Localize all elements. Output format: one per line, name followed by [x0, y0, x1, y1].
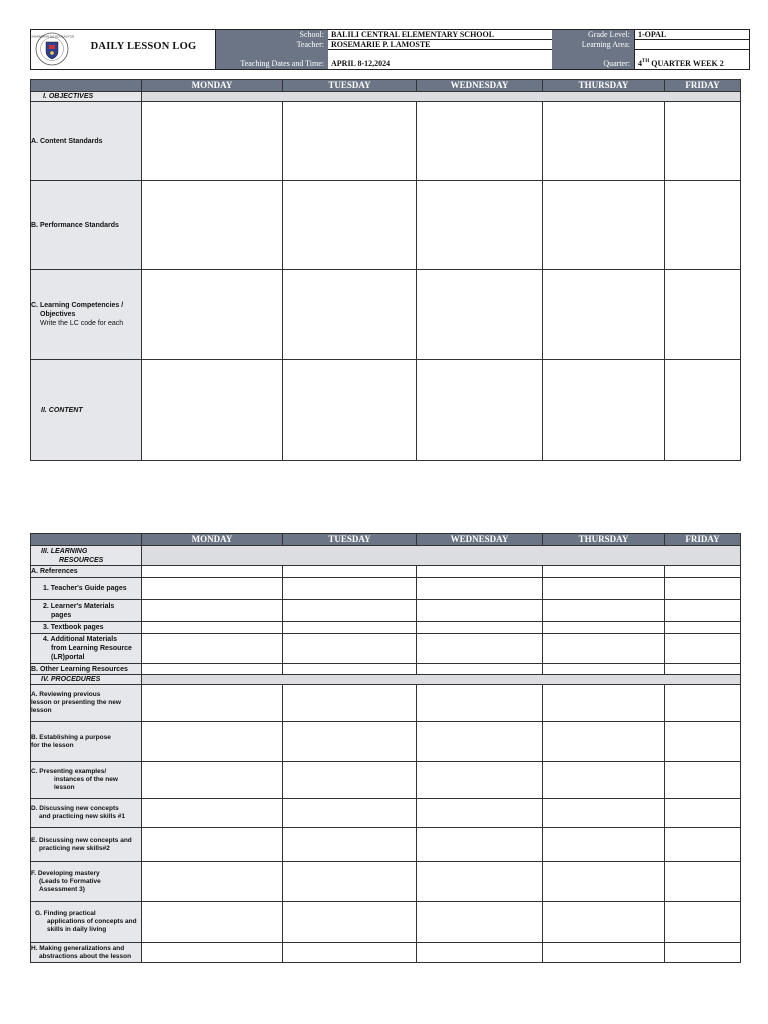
- tuesday-cell[interactable]: [283, 862, 417, 902]
- grade-level-label: Grade Level:: [552, 30, 634, 40]
- references-row: [31, 566, 741, 578]
- content-standards-label: A. Content Standards: [31, 102, 142, 181]
- procedure-e-line-1: E. Discussing new concepts and: [31, 836, 132, 844]
- document-title: DAILY LESSON LOG: [90, 41, 197, 52]
- other-resources-row: [31, 664, 741, 675]
- monday-cell[interactable]: [142, 862, 283, 902]
- content-row: [31, 360, 741, 461]
- deped-seal-icon: [29, 32, 75, 66]
- thursday-cell[interactable]: [543, 943, 665, 963]
- tuesday-cell[interactable]: [283, 943, 417, 963]
- tuesday-cell[interactable]: [283, 762, 417, 799]
- procedure-b-row: [31, 722, 741, 762]
- wednesday-cell[interactable]: [417, 902, 543, 943]
- monday-cell[interactable]: [142, 600, 283, 622]
- competencies-line-3: Write the LC code for each: [40, 320, 124, 327]
- monday-cell[interactable]: [142, 270, 283, 360]
- tuesday-cell[interactable]: [283, 799, 417, 828]
- thursday-cell[interactable]: [543, 685, 665, 722]
- tuesday-cell[interactable]: [283, 902, 417, 943]
- monday-cell[interactable]: [142, 566, 283, 578]
- friday-cell[interactable]: [665, 902, 741, 943]
- thursday-cell[interactable]: [543, 828, 665, 862]
- wednesday-cell[interactable]: [417, 634, 543, 664]
- grade-level-value: 1-OPAL: [634, 30, 749, 40]
- textbook-row: [31, 622, 741, 634]
- header-blank-cell: [31, 534, 142, 546]
- procedures-band: [142, 675, 741, 685]
- quarter-number: 4: [638, 59, 642, 68]
- tuesday-cell[interactable]: [283, 102, 417, 181]
- day-header-thursday: THURSDAY: [543, 534, 665, 546]
- school-value: BALILI CENTRAL ELEMENTARY SCHOOL: [328, 30, 552, 40]
- thursday-cell[interactable]: [543, 360, 665, 461]
- tuesday-cell[interactable]: [283, 722, 417, 762]
- tuesday-cell[interactable]: [283, 360, 417, 461]
- wednesday-cell[interactable]: [417, 828, 543, 862]
- tuesday-cell[interactable]: [283, 578, 417, 600]
- friday-cell[interactable]: [665, 102, 741, 181]
- objectives-heading: I. OBJECTIVES: [31, 92, 142, 102]
- monday-cell[interactable]: [142, 578, 283, 600]
- procedure-c-row: [31, 762, 741, 799]
- wednesday-cell[interactable]: [417, 181, 543, 270]
- procedure-c-line-2: instances of the new: [54, 776, 118, 783]
- thursday-cell[interactable]: [543, 862, 665, 902]
- quarter-suffix: TH: [642, 59, 650, 64]
- learners-materials-line-2: pages: [51, 611, 72, 619]
- friday-cell[interactable]: [665, 828, 741, 862]
- wednesday-cell[interactable]: [417, 360, 543, 461]
- friday-cell[interactable]: [665, 722, 741, 762]
- procedure-h-row: [31, 943, 741, 963]
- monday-cell[interactable]: [142, 181, 283, 270]
- dates-label: Teaching Dates and Time:: [216, 50, 328, 69]
- friday-cell[interactable]: [665, 360, 741, 461]
- learners-materials-line-1: 2. Learner's Materials: [43, 602, 115, 610]
- lesson-log-header: [30, 29, 750, 70]
- wednesday-cell[interactable]: [417, 664, 543, 675]
- learners-materials-row: [31, 600, 741, 622]
- tuesday-cell[interactable]: [283, 270, 417, 360]
- wednesday-cell[interactable]: [417, 622, 543, 634]
- monday-cell[interactable]: [142, 722, 283, 762]
- additional-materials-line-1: 4. Additional Materials: [43, 636, 118, 643]
- resources-procedures-table: [30, 533, 741, 963]
- additional-materials-line-2: from Learning Resource: [51, 645, 132, 652]
- friday-cell[interactable]: [665, 600, 741, 622]
- tuesday-cell[interactable]: [283, 634, 417, 664]
- logo-cell: [31, 30, 216, 69]
- procedure-f-line-2: (Leads to Formative: [39, 877, 101, 885]
- performance-standards-row: [31, 181, 741, 270]
- thursday-cell[interactable]: [543, 578, 665, 600]
- procedure-e-line-2: practicing new skills#2: [39, 844, 110, 852]
- monday-cell[interactable]: [142, 828, 283, 862]
- wednesday-cell[interactable]: [417, 762, 543, 799]
- friday-cell[interactable]: [665, 622, 741, 634]
- wednesday-cell[interactable]: [417, 578, 543, 600]
- other-resources-label: B. Other Learning Resources: [31, 664, 142, 675]
- day-header-friday: FRIDAY: [665, 80, 741, 92]
- procedure-b-label: [31, 722, 142, 762]
- procedure-c-line-1: C. Presenting examples/: [31, 768, 107, 775]
- procedure-a-label: [31, 685, 142, 722]
- day-header-friday: FRIDAY: [665, 534, 741, 546]
- school-label: School:: [216, 30, 328, 40]
- thursday-cell[interactable]: [543, 762, 665, 799]
- wednesday-cell[interactable]: [417, 102, 543, 181]
- monday-cell[interactable]: [142, 622, 283, 634]
- references-label: A. References: [31, 566, 142, 578]
- procedure-c-label: [31, 762, 142, 799]
- procedures-row: [31, 675, 741, 685]
- learning-resources-line-2: RESOURCES: [59, 556, 104, 564]
- thursday-cell[interactable]: [543, 664, 665, 675]
- competencies-line-1: C. Learning Competencies /: [31, 302, 124, 309]
- friday-cell[interactable]: [665, 578, 741, 600]
- monday-cell[interactable]: [142, 943, 283, 963]
- procedure-a-line-1: A. Reviewing previous: [31, 691, 101, 698]
- procedure-g-line-2: applications of concepts and: [47, 918, 137, 925]
- tuesday-cell[interactable]: [283, 828, 417, 862]
- wednesday-cell[interactable]: [417, 799, 543, 828]
- quarter-label: Quarter:: [552, 50, 634, 69]
- procedures-heading: IV. PROCEDURES: [31, 675, 142, 685]
- teacher-label: Teacher:: [216, 40, 328, 50]
- thursday-cell[interactable]: [543, 634, 665, 664]
- procedure-c-line-3: lesson: [54, 784, 75, 791]
- tuesday-cell[interactable]: [283, 685, 417, 722]
- day-header-row: [31, 80, 741, 92]
- learners-materials-label: [31, 600, 142, 622]
- friday-cell[interactable]: [665, 799, 741, 828]
- wednesday-cell[interactable]: [417, 566, 543, 578]
- procedure-d-line-1: D. Discussing new concepts: [31, 805, 119, 812]
- procedure-b-line-2: for the lesson: [31, 741, 74, 749]
- learning-area-value: [634, 40, 749, 50]
- thursday-cell[interactable]: [543, 799, 665, 828]
- wednesday-cell[interactable]: [417, 862, 543, 902]
- friday-cell[interactable]: [665, 664, 741, 675]
- procedure-f-line-3: Assessment 3): [39, 885, 85, 893]
- tuesday-cell[interactable]: [283, 664, 417, 675]
- procedure-a-line-3: lesson: [31, 707, 52, 714]
- learning-resources-line-1: III. LEARNING: [41, 547, 88, 555]
- friday-cell[interactable]: [665, 566, 741, 578]
- performance-standards-label: B. Performance Standards: [31, 181, 142, 270]
- objectives-row: [31, 92, 741, 102]
- day-header-wednesday: WEDNESDAY: [417, 80, 543, 92]
- procedure-d-line-2: and practicing new skills #1: [39, 813, 125, 820]
- thursday-cell[interactable]: [543, 566, 665, 578]
- seal-text: KAGAWARAN NG EDUKASYON: [29, 34, 75, 39]
- day-header-monday: MONDAY: [142, 534, 283, 546]
- monday-cell[interactable]: [142, 799, 283, 828]
- teachers-guide-row: [31, 578, 741, 600]
- learning-area-label: Learning Area:: [552, 40, 634, 50]
- learning-resources-row: [31, 546, 741, 566]
- additional-materials-line-3: (LR)portal: [51, 654, 85, 661]
- teachers-guide-label: 1. Teacher's Guide pages: [31, 578, 142, 600]
- monday-cell[interactable]: [142, 902, 283, 943]
- thursday-cell[interactable]: [543, 102, 665, 181]
- header-blank-cell: [31, 80, 142, 92]
- procedure-f-row: [31, 862, 741, 902]
- dates-value: APRIL 8-12,2024: [331, 59, 391, 68]
- day-header-monday: MONDAY: [142, 80, 283, 92]
- wednesday-cell[interactable]: [417, 600, 543, 622]
- friday-cell[interactable]: [665, 685, 741, 722]
- tuesday-cell[interactable]: [283, 600, 417, 622]
- procedure-e-label: [31, 828, 142, 862]
- thursday-cell[interactable]: [543, 600, 665, 622]
- monday-cell[interactable]: [142, 102, 283, 181]
- thursday-cell[interactable]: [543, 902, 665, 943]
- monday-cell[interactable]: [142, 634, 283, 664]
- procedure-f-label: [31, 862, 142, 902]
- wednesday-cell[interactable]: [417, 722, 543, 762]
- objectives-band: [142, 92, 741, 102]
- procedure-b-line-1: B. Establishing a purpose: [31, 733, 111, 741]
- quarter-text: QUARTER WEEK 2: [649, 59, 724, 68]
- monday-cell[interactable]: [142, 685, 283, 722]
- day-header-tuesday: TUESDAY: [283, 534, 417, 546]
- wednesday-cell[interactable]: [417, 270, 543, 360]
- monday-cell[interactable]: [142, 664, 283, 675]
- content-label: II. CONTENT: [31, 360, 142, 461]
- friday-cell[interactable]: [665, 762, 741, 799]
- procedure-a-line-2: lesson or presenting the new: [31, 699, 121, 706]
- objectives-table: [30, 79, 741, 461]
- competencies-line-2: Objectives: [40, 311, 76, 318]
- procedure-h-line-2: abstractions about the lesson: [39, 952, 132, 960]
- friday-cell[interactable]: [665, 862, 741, 902]
- procedure-g-line-3: skills in daily living: [47, 926, 107, 933]
- teacher-value: ROSEMARIE P. LAMOSTE: [328, 40, 552, 50]
- day-header-row: [31, 534, 741, 546]
- additional-materials-label: [31, 634, 142, 664]
- procedure-g-label: [31, 902, 142, 943]
- thursday-cell[interactable]: [543, 270, 665, 360]
- procedure-g-row: [31, 902, 741, 943]
- content-standards-row: [31, 102, 741, 181]
- tuesday-cell[interactable]: [283, 566, 417, 578]
- friday-cell[interactable]: [665, 634, 741, 664]
- friday-cell[interactable]: [665, 270, 741, 360]
- friday-cell[interactable]: [665, 181, 741, 270]
- procedure-d-row: [31, 799, 741, 828]
- monday-cell[interactable]: [142, 360, 283, 461]
- thursday-cell[interactable]: [543, 181, 665, 270]
- tuesday-cell[interactable]: [283, 622, 417, 634]
- procedure-a-row: [31, 685, 741, 722]
- additional-materials-row: [31, 634, 741, 664]
- thursday-cell[interactable]: [543, 622, 665, 634]
- learning-competencies-label: [31, 270, 142, 360]
- quarter-value: [634, 50, 749, 69]
- thursday-cell[interactable]: [543, 722, 665, 762]
- procedure-h-label: [31, 943, 142, 963]
- procedure-f-line-1: F. Developing mastery: [31, 869, 100, 877]
- tuesday-cell[interactable]: [283, 181, 417, 270]
- friday-cell[interactable]: [665, 943, 741, 963]
- learning-resources-band: [142, 546, 741, 566]
- learning-competencies-row: [31, 270, 741, 360]
- learning-resources-heading: [31, 546, 142, 566]
- procedure-d-label: [31, 799, 142, 828]
- day-header-wednesday: WEDNESDAY: [417, 534, 543, 546]
- procedure-h-line-1: H. Making generalizations and: [31, 944, 125, 952]
- monday-cell[interactable]: [142, 762, 283, 799]
- day-header-tuesday: TUESDAY: [283, 80, 417, 92]
- textbook-label: 3. Textbook pages: [31, 622, 142, 634]
- wednesday-cell[interactable]: [417, 943, 543, 963]
- wednesday-cell[interactable]: [417, 685, 543, 722]
- day-header-thursday: THURSDAY: [543, 80, 665, 92]
- procedure-g-line-1: G. Finding practical: [35, 910, 96, 917]
- procedure-e-row: [31, 828, 741, 862]
